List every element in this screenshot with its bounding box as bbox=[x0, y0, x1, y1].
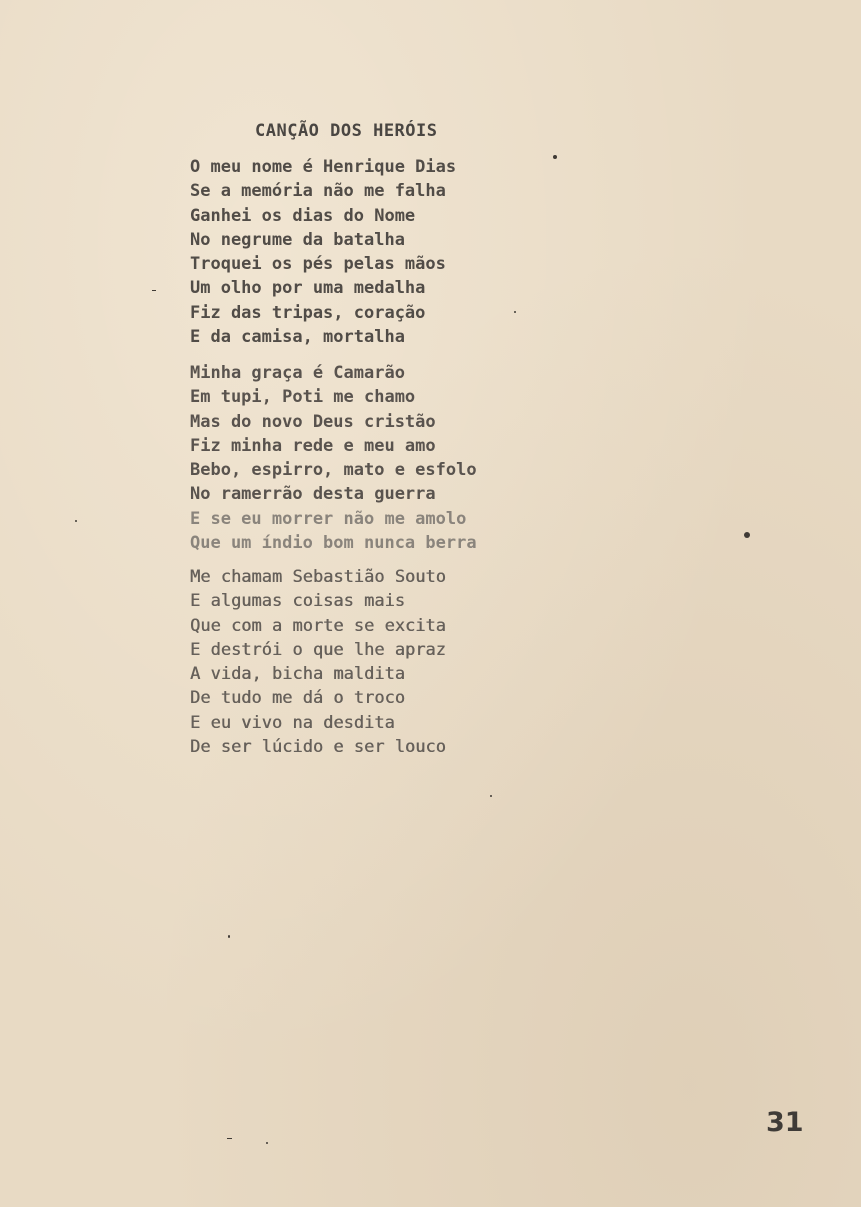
poem-line: Em tupi, Poti me chamo bbox=[190, 387, 416, 408]
poem-line: A vida, bicha maldita bbox=[190, 664, 405, 685]
poem-line: Troquei os pés pelas mãos bbox=[190, 254, 446, 275]
poem-line: O meu nome é Henrique Dias bbox=[190, 157, 457, 177]
paper-speck bbox=[490, 795, 492, 797]
poem-line: Fiz minha rede e meu amo bbox=[190, 435, 436, 456]
paper-speck bbox=[553, 155, 557, 159]
paper-speck bbox=[75, 520, 77, 522]
poem-line: Me chamam Sebastião Souto bbox=[190, 567, 446, 587]
poem-line: Ganhei os dias do Nome bbox=[190, 205, 416, 226]
poem-line: E algumas coisas mais bbox=[190, 591, 405, 612]
paper-speck bbox=[227, 1138, 232, 1139]
poem-line: Minha graça é Camarão bbox=[190, 363, 405, 383]
stanza-3 bbox=[190, 565, 446, 759]
poem-line: Um olho por uma medalha bbox=[190, 278, 426, 299]
poem-line: E destrói o que lhe apraz bbox=[190, 639, 446, 660]
poem-line: Bebo, espirro, mato e esfolo bbox=[190, 460, 477, 481]
poem-line: Se a memória não me falha bbox=[190, 181, 446, 202]
stanza-1 bbox=[190, 155, 456, 349]
paper-speck bbox=[152, 290, 156, 291]
poem-line: No ramerrão desta guerra bbox=[190, 484, 436, 505]
stanza-2 bbox=[190, 361, 477, 555]
paper-speck bbox=[228, 935, 230, 938]
page-number: 31 bbox=[766, 1107, 804, 1138]
poem-title: CANÇÃO DOS HERÓIS bbox=[255, 121, 438, 141]
poem-line: De ser lúcido e ser louco bbox=[190, 737, 446, 758]
poem-line: Mas do novo Deus cristão bbox=[190, 411, 436, 432]
paper-speck bbox=[514, 311, 516, 313]
poem-line: E eu vivo na desdita bbox=[190, 712, 395, 733]
poem-line: Fiz das tripas, coração bbox=[190, 302, 426, 323]
paper-speck bbox=[266, 1142, 268, 1144]
poem-line: Que com a morte se excita bbox=[190, 615, 446, 636]
poem-line: Que um índio bom nunca berra bbox=[190, 533, 477, 554]
poem-line: De tudo me dá o troco bbox=[190, 688, 405, 709]
poem-line: No negrume da batalha bbox=[190, 229, 405, 250]
poem-line: E se eu morrer não me amolo bbox=[190, 508, 467, 529]
paper-speck bbox=[744, 532, 750, 538]
poem-line: E da camisa, mortalha bbox=[190, 327, 405, 348]
